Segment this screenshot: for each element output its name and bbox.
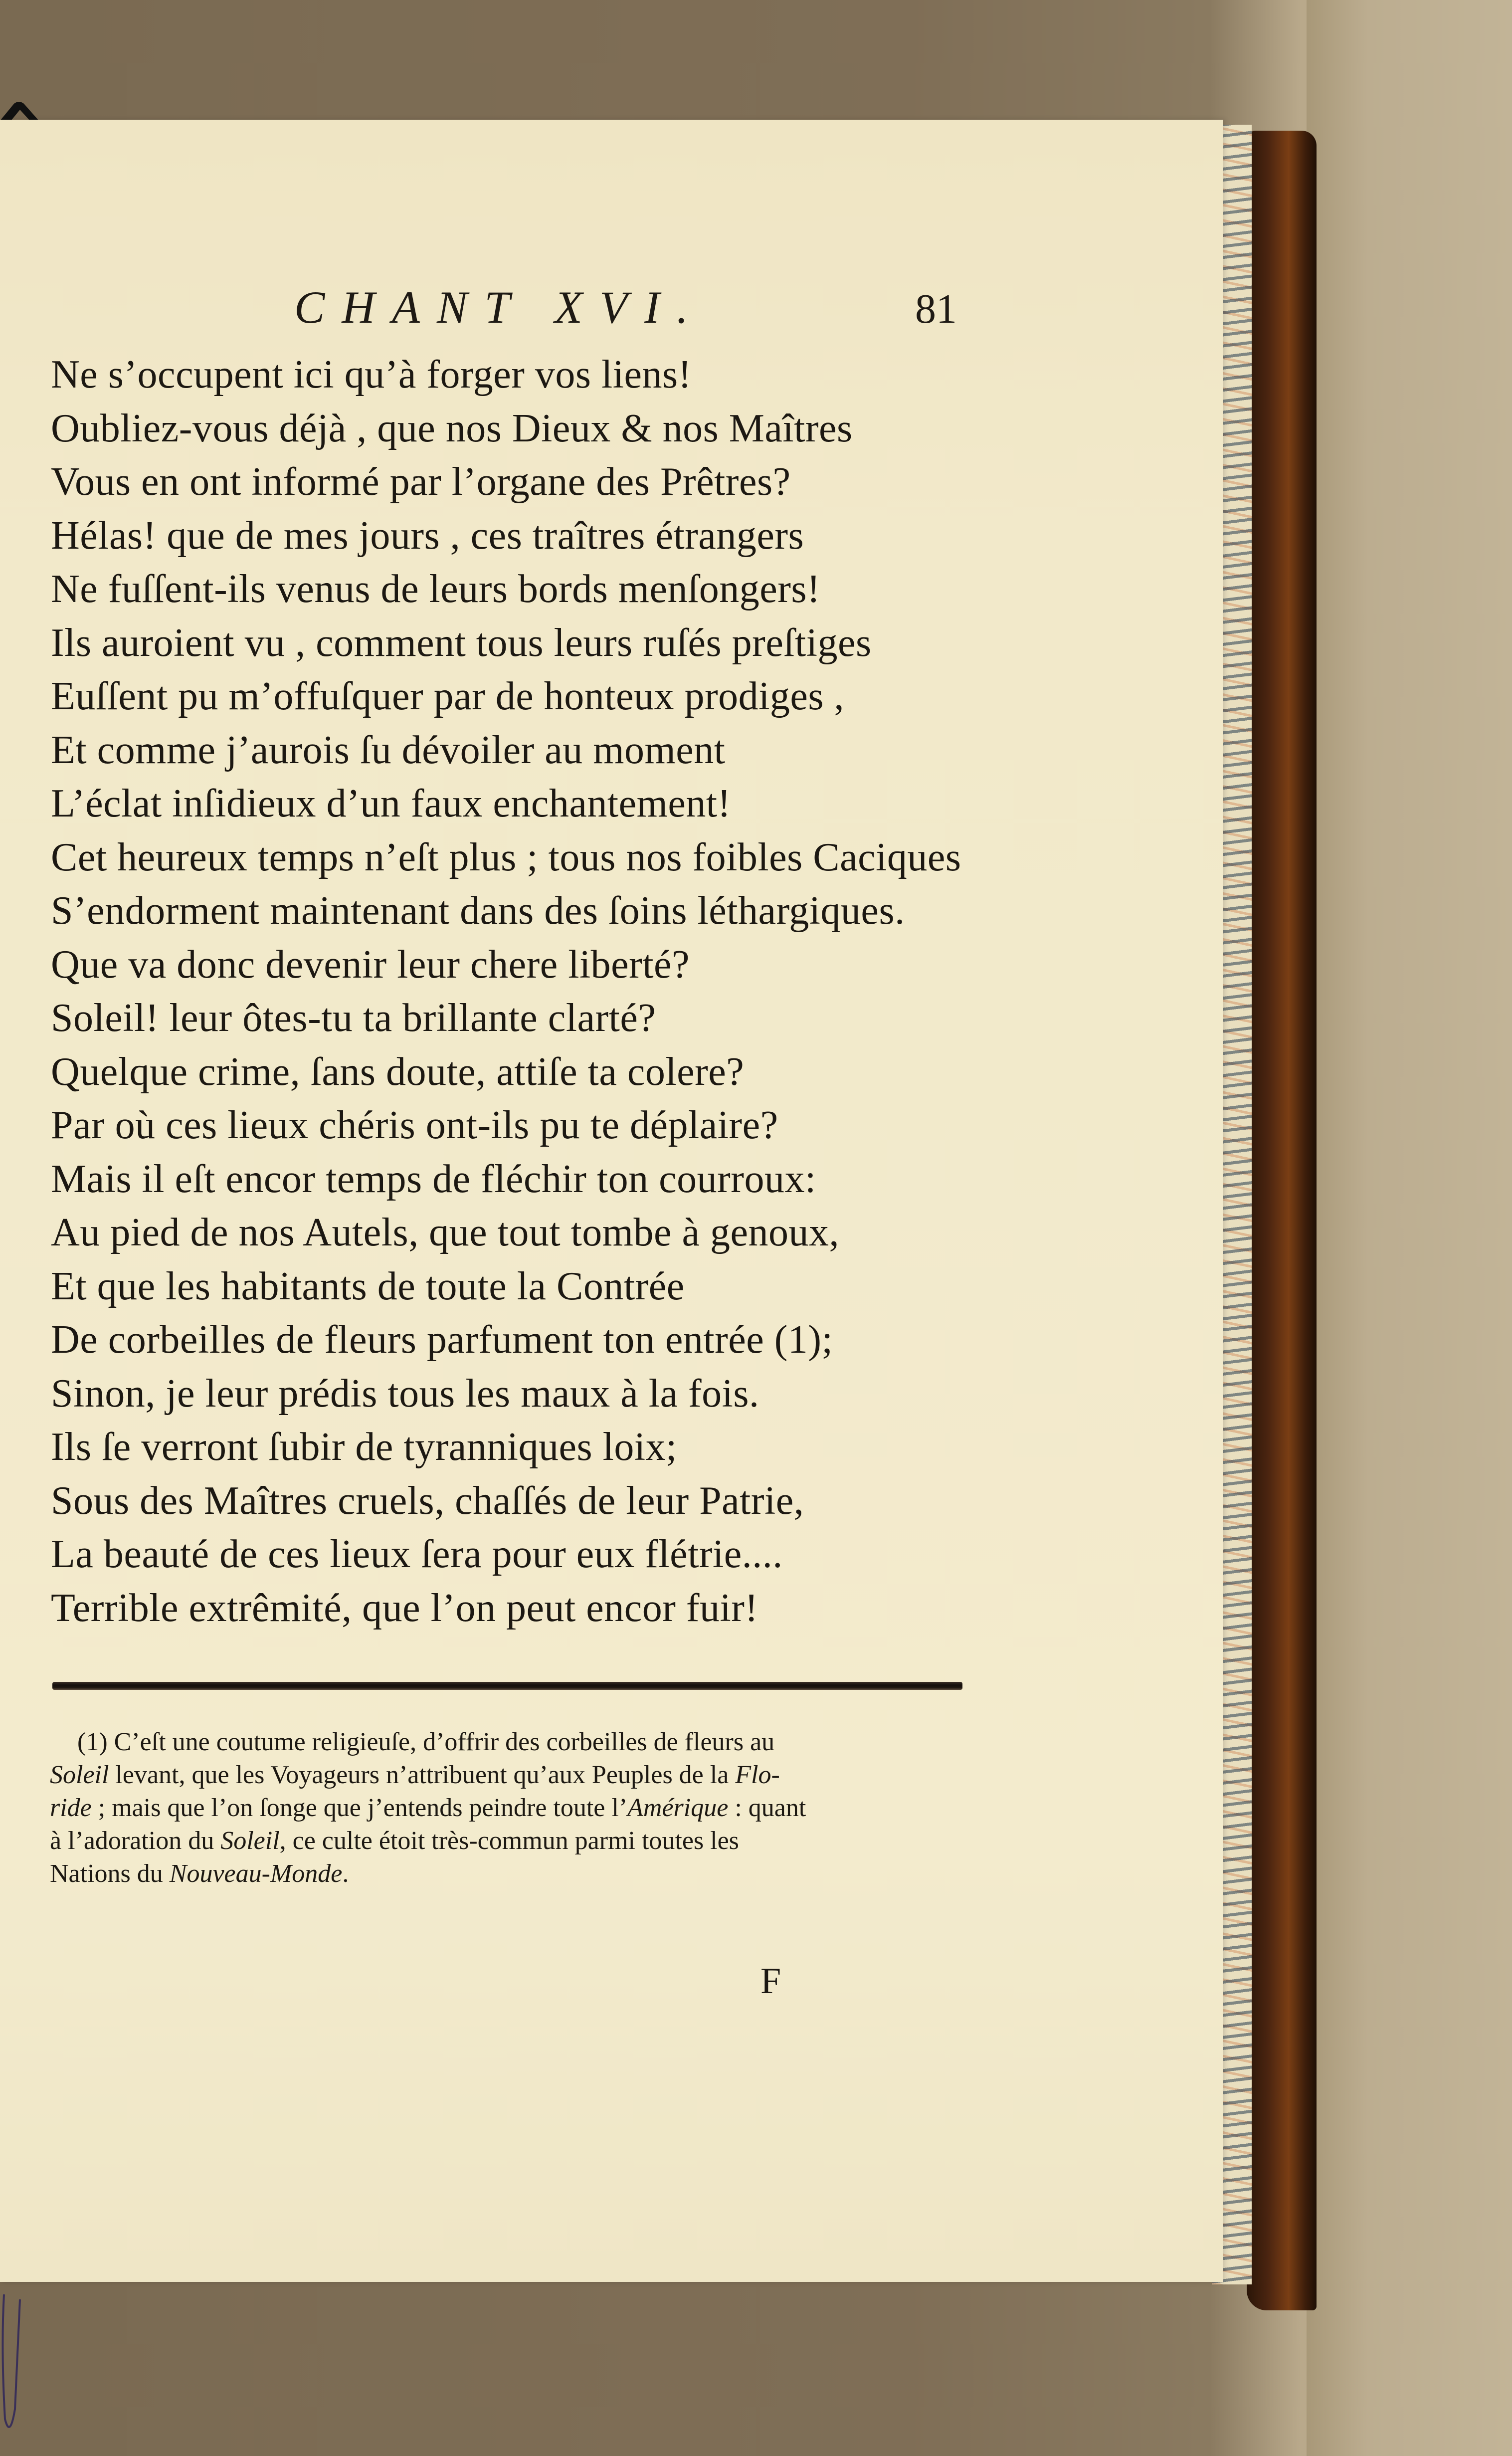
background-right — [1307, 0, 1512, 2456]
footnote-text: : quant — [728, 1794, 806, 1822]
running-header: CHANT XVI. — [294, 282, 705, 333]
verse-block — [51, 348, 998, 1635]
signature-mark: F — [760, 1961, 781, 2002]
verse-line: Sous des Maîtres cruels, chaſſés de leur Patrie, — [51, 1478, 804, 1523]
footnote-text: levant, que les Voyageurs n’attribuent qu’aux Peuples de la — [109, 1761, 736, 1789]
book-binding — [1247, 131, 1317, 2310]
verse-line: Par où ces lieux chéris ont-ils pu te déplaire? — [51, 1103, 778, 1147]
verse-line: Que va donc devenir leur chere liberté? — [51, 942, 690, 987]
verse-line: Vous en ont informé par l’organe des Prêtres? — [51, 460, 791, 504]
verse-line: Oubliez-vous déjà , que nos Dieux & nos Maîtres — [51, 406, 853, 450]
footnote-text: . — [342, 1859, 349, 1888]
pencil-mark-icon — [0, 2289, 60, 2439]
footnote-text: Nations du — [50, 1859, 170, 1888]
verse-line: Et comme j’aurois ſu dévoiler au moment — [51, 728, 726, 772]
verse-line: Ne s’occupent ici qu’à forger vos liens! — [51, 353, 692, 397]
verse-line: De corbeilles de fleurs parfument ton entrée (1); — [51, 1318, 833, 1362]
ribbon-mark-icon — [0, 100, 40, 122]
footnote-text: (1) C’eſt une coutume religieuſe, d’offrir des corbeilles de fleurs au — [77, 1728, 775, 1756]
verse-line: Et que les habitants de toute la Contrée — [51, 1264, 685, 1308]
verse-line: Au pied de nos Autels, que tout tombe à genoux, — [51, 1211, 840, 1254]
footnote — [50, 1726, 967, 1890]
verse-line: La beauté de ces lieux ſera pour eux flétrie.... — [51, 1532, 783, 1576]
footnote-italic-text: ride — [50, 1794, 92, 1822]
footnote-line — [50, 1825, 967, 1857]
verse-line: L’éclat inſidieux d’un faux enchantement! — [51, 782, 731, 825]
verse-line: S’endorment maintenant dans des ſoins léthargiques. — [51, 889, 905, 933]
verse-line: Quelque crime, ſans doute, attiſe ta colere? — [51, 1049, 745, 1094]
verse-line: Terrible extrêmité, que l’on peut encor fuir! — [51, 1586, 758, 1630]
footnote-text: ; mais que l’on ſonge que j’entends peindre toute l’ — [91, 1794, 628, 1822]
footnote-italic-text: Soleil — [50, 1761, 109, 1789]
verse-line: Mais il eſt encor temps de fléchir ton courroux: — [51, 1157, 816, 1201]
footnote-line — [50, 1726, 967, 1759]
book-page — [0, 120, 1223, 2282]
verse-line: Euſſent pu m’offuſquer par de honteux prodiges , — [51, 674, 845, 718]
verse-line: Ils auroient vu , comment tous leurs ruſés preſtiges — [51, 620, 872, 665]
footnote-rule — [52, 1682, 962, 1690]
footnote-italic-text: Soleil — [220, 1827, 280, 1855]
footnote-text: , ce culte étoit très-commun parmi toutes les — [279, 1827, 739, 1855]
footnote-italic-text: Flo- — [735, 1761, 780, 1789]
verse-line: Cet heureux temps n’eſt plus ; tous nos foibles Caciques — [51, 835, 961, 879]
page-number: 81 — [915, 286, 957, 332]
verse-line: Soleil! leur ôtes-tu ta brillante clarté? — [51, 996, 656, 1040]
verse-line: Sinon, je leur prédis tous les maux à la fois. — [51, 1371, 759, 1416]
footnote-text: à l’adoration du — [50, 1827, 221, 1855]
verse-line: Ils ſe verront ſubir de tyranniques loix; — [51, 1425, 677, 1469]
footnote-italic-text: Amérique — [627, 1794, 729, 1822]
footnote-line — [50, 1792, 967, 1825]
verse-line: Hélas! que de mes jours , ces traîtres étrangers — [51, 513, 804, 558]
footnote-italic-text: Nouveau-Monde — [169, 1859, 343, 1888]
footnote-line — [50, 1759, 967, 1792]
footnote-line — [50, 1857, 967, 1890]
verse-line: Ne fuſſent-ils venus de leurs bords menſongers! — [51, 567, 821, 611]
